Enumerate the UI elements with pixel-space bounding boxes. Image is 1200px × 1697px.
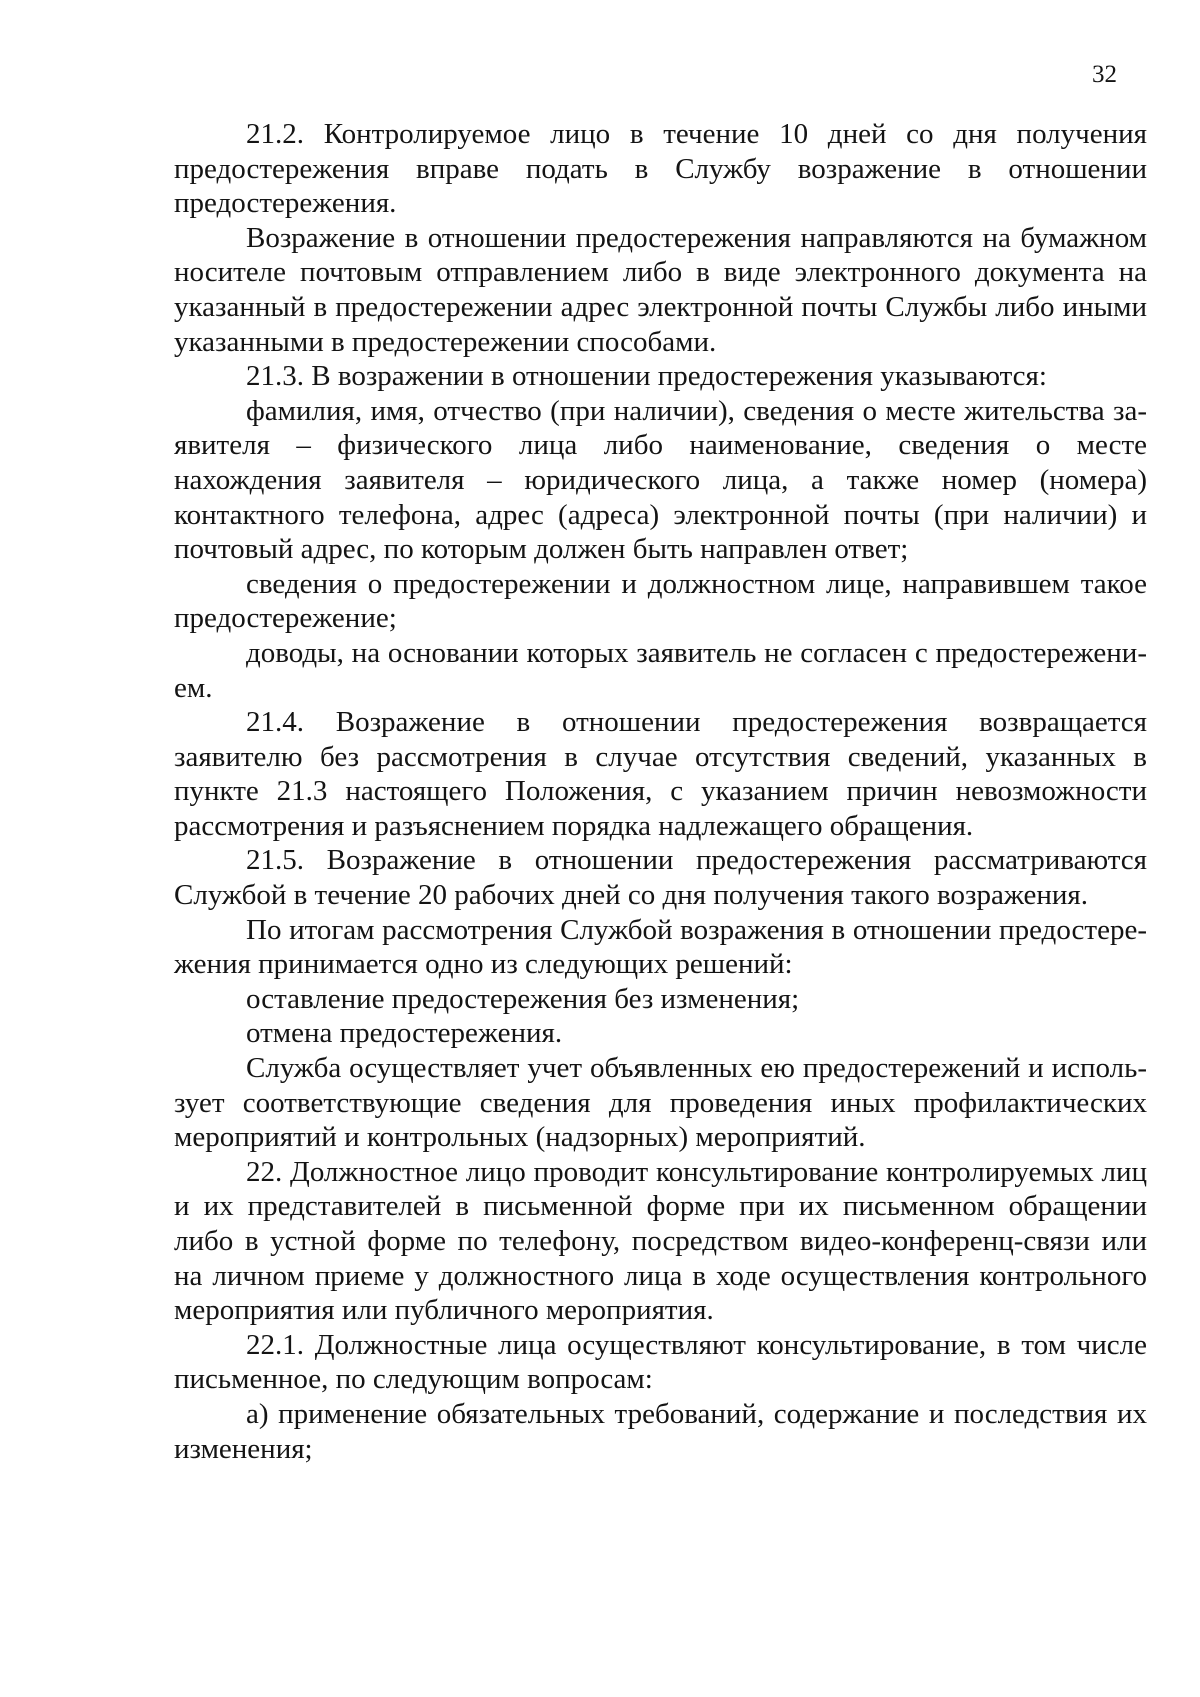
paragraph-service-accounting: Служба осуществляет учет объявленных ею предостережений и использует соответствующие сведения для проведения иных профилактических мероприятий и контрольных (надзорных) мероприятий.	[174, 1052, 1147, 1154]
document-body	[174, 117, 1147, 1466]
paragraph-objection-delivery: Возражение в отношении предостережения направляются на бумажном носителе почтовым отправлением либо в виде электронного документа на указанный в предостережении адрес электронной почты Службы либо иными указанными в предостережении способами.	[174, 221, 1147, 358]
paragraph-applicant-details: фамилия, имя, отчество (при наличии), сведения о месте жительства заявителя – физического лица либо наименование, сведения о месте нахождения заявителя – юридического лица, а также номер (номера) контактного телефона, адрес (адреса) электронной почты (при наличии) и почтовый адрес, по которым должен быть направлен ответ;	[174, 394, 1147, 566]
paragraph-21-5: 21.5. Возражение в отношении предостережения рассматриваются Службой в течение 20 рабочих дней со дня получения такого возражения.	[174, 844, 1147, 912]
paragraph-21-4: 21.4. Возражение в отношении предостережения возвращается заявителю без рассмотрения в случае отсутствия сведений, указанных в пункте 21.3 настоящего Положения, с указанием причин невозможности рассмотрения и разъяснением порядка надлежащего обращения.	[174, 706, 1147, 842]
paragraph-warning-details: сведения о предостережении и должностном лице, направившем такое предостережение;	[174, 567, 1147, 635]
paragraph-22-1: 22.1. Должностные лица осуществляют консультирование, в том числе письменное, по следующим вопросам:	[174, 1328, 1147, 1396]
paragraph-22-1-a: а) применение обязательных требований, содержание и последствия их изменения;	[174, 1397, 1147, 1465]
paragraph-decision-cancel: отмена предостережения.	[246, 1017, 563, 1050]
page-number: 32	[1092, 61, 1117, 88]
paragraph-arguments: доводы, на основании которых заявитель не согласен с предостережением.	[174, 636, 1147, 704]
paragraph-decision-keep: оставление предостережения без изменения;	[246, 982, 800, 1015]
paragraph-21-2: 21.2. Контролируемое лицо в течение 10 дней со дня получения предостережения вправе подать в Службу возражение в отношении предостережения.	[174, 118, 1147, 220]
paragraph-review-outcome: По итогам рассмотрения Службой возражения в отношении предостережения принимается одно из следующих решений:	[174, 913, 1147, 981]
paragraph-22: 22. Должностное лицо проводит консультирование контролируемых лиц и их представителей в письменной форме при их письменном обращении либо в устной форме по телефону, посредством видео-конференц-связи или на личном приеме у должностного лица в ходе осуществления контрольного мероприятия или публичного мероприятия.	[174, 1155, 1147, 1327]
paragraph-21-3: 21.3. В возражении в отношении предостережения указываются:	[246, 360, 1047, 393]
